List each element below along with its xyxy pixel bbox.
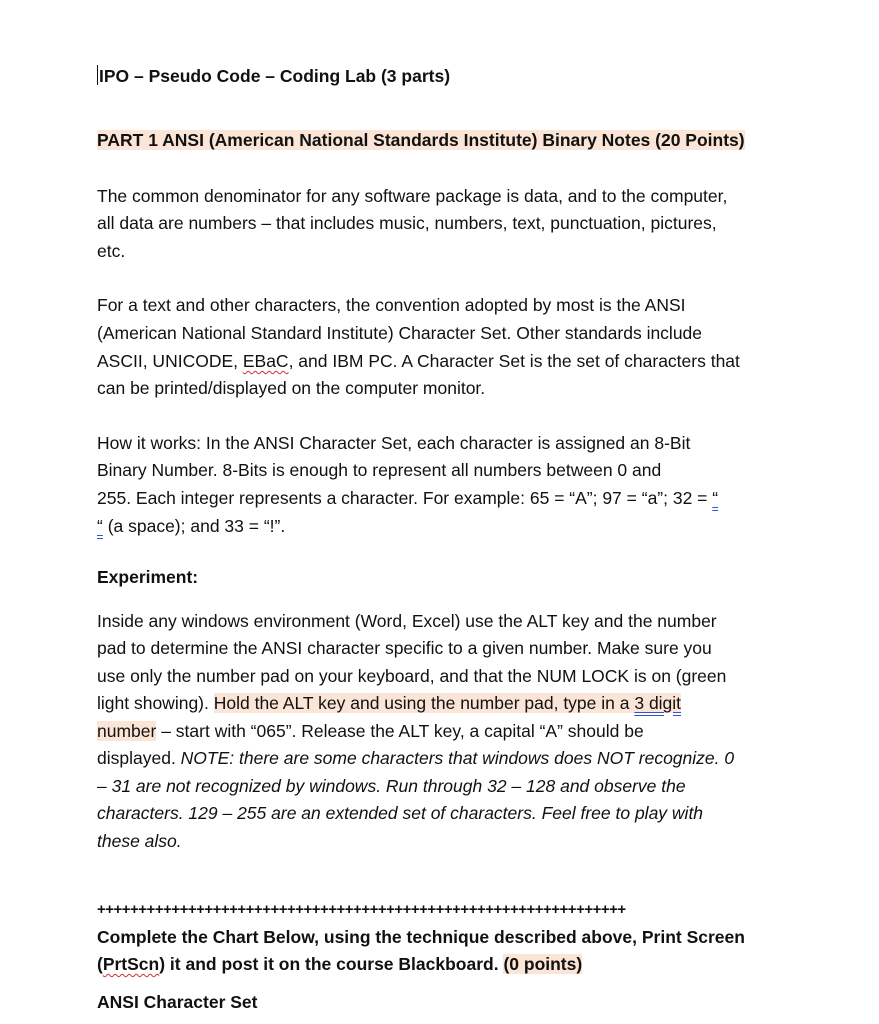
para3-line1: How it works: In the ANSI Character Set, each character is assigned an 8-Bit (97, 433, 691, 453)
para2-line1: For a text and other characters, the convention adopted by most is the ANSI (97, 295, 686, 315)
complete-line1: Complete the Chart Below, using the technique described above, Print Screen (97, 927, 745, 947)
spelling-flag-prtscn: PrtScn (102, 954, 160, 974)
para2-line3: ASCII, UNICODE, EBaC, and IBM PC. A Character Set is the set of characters that (97, 351, 740, 371)
para4-line9: these also. (97, 831, 182, 851)
separator-line: ++++++++++++++++++++++++++++++++++++++++++++++++++++++++++++++++ (97, 901, 626, 918)
para1-line2: all data are numbers – that includes music, numbers, text, punctuation, pictures, (97, 213, 717, 233)
experiment-heading: Experiment: (97, 567, 199, 587)
para2-line2: (American National Standard Institute) Character Set. Other standards include (97, 323, 703, 343)
grammar-flag-3-digit: 3 digit (634, 693, 682, 713)
para1-line1: The common denominator for any software package is data, and to the computer, (97, 186, 728, 206)
para3-line3: 255. Each integer represents a character. For example: 65 = “A”; 97 = “a”; 32 = “ (97, 488, 719, 508)
spelling-flag-ebac: EBaC (242, 351, 289, 371)
para4-line3: use only the number pad on your keyboard, and that the NUM LOCK is on (green (97, 666, 727, 686)
para4-line6: displayed. NOTE: there are some characters that windows does NOT recognize. 0 (97, 748, 735, 768)
ansi-heading: ANSI Character Set (97, 992, 258, 1012)
document-title: IPO – Pseudo Code – Coding Lab (3 parts) (99, 66, 451, 86)
text-cursor (97, 65, 98, 85)
para1-line3: etc. (97, 241, 126, 261)
para4-line4: light showing). Hold the ALT key and using the number pad, type in a 3 digit (97, 693, 682, 713)
para4-line8: characters. 129 – 255 are an extended set of characters. Feel free to play with (97, 803, 704, 823)
grammar-flag-quote-open: “ (712, 488, 719, 508)
para2-line4: can be printed/displayed on the computer monitor. (97, 378, 486, 398)
complete-line2: (PrtScn) it and post it on the course Blackboard. (0 points) (97, 954, 583, 974)
part1-heading: PART 1 ANSI (American National Standards Institute) Binary Notes (20 Points) (97, 130, 745, 150)
para3-line2: Binary Number. 8-Bits is enough to represent all numbers between 0 and (97, 460, 662, 480)
para4-line7: – 31 are not recognized by windows. Run through 32 – 128 and observe the (97, 776, 686, 796)
para4-line1: Inside any windows environment (Word, Excel) use the ALT key and the number (97, 611, 717, 631)
grammar-flag-quote-close: “ (97, 516, 103, 536)
para4-line5: number – start with “065”. Release the ALT key, a capital “A” should be (97, 721, 644, 741)
para3-line4: “ (a space); and 33 = “!”. (97, 516, 286, 536)
para4-line2: pad to determine the ANSI character specific to a given number. Make sure you (97, 638, 712, 658)
